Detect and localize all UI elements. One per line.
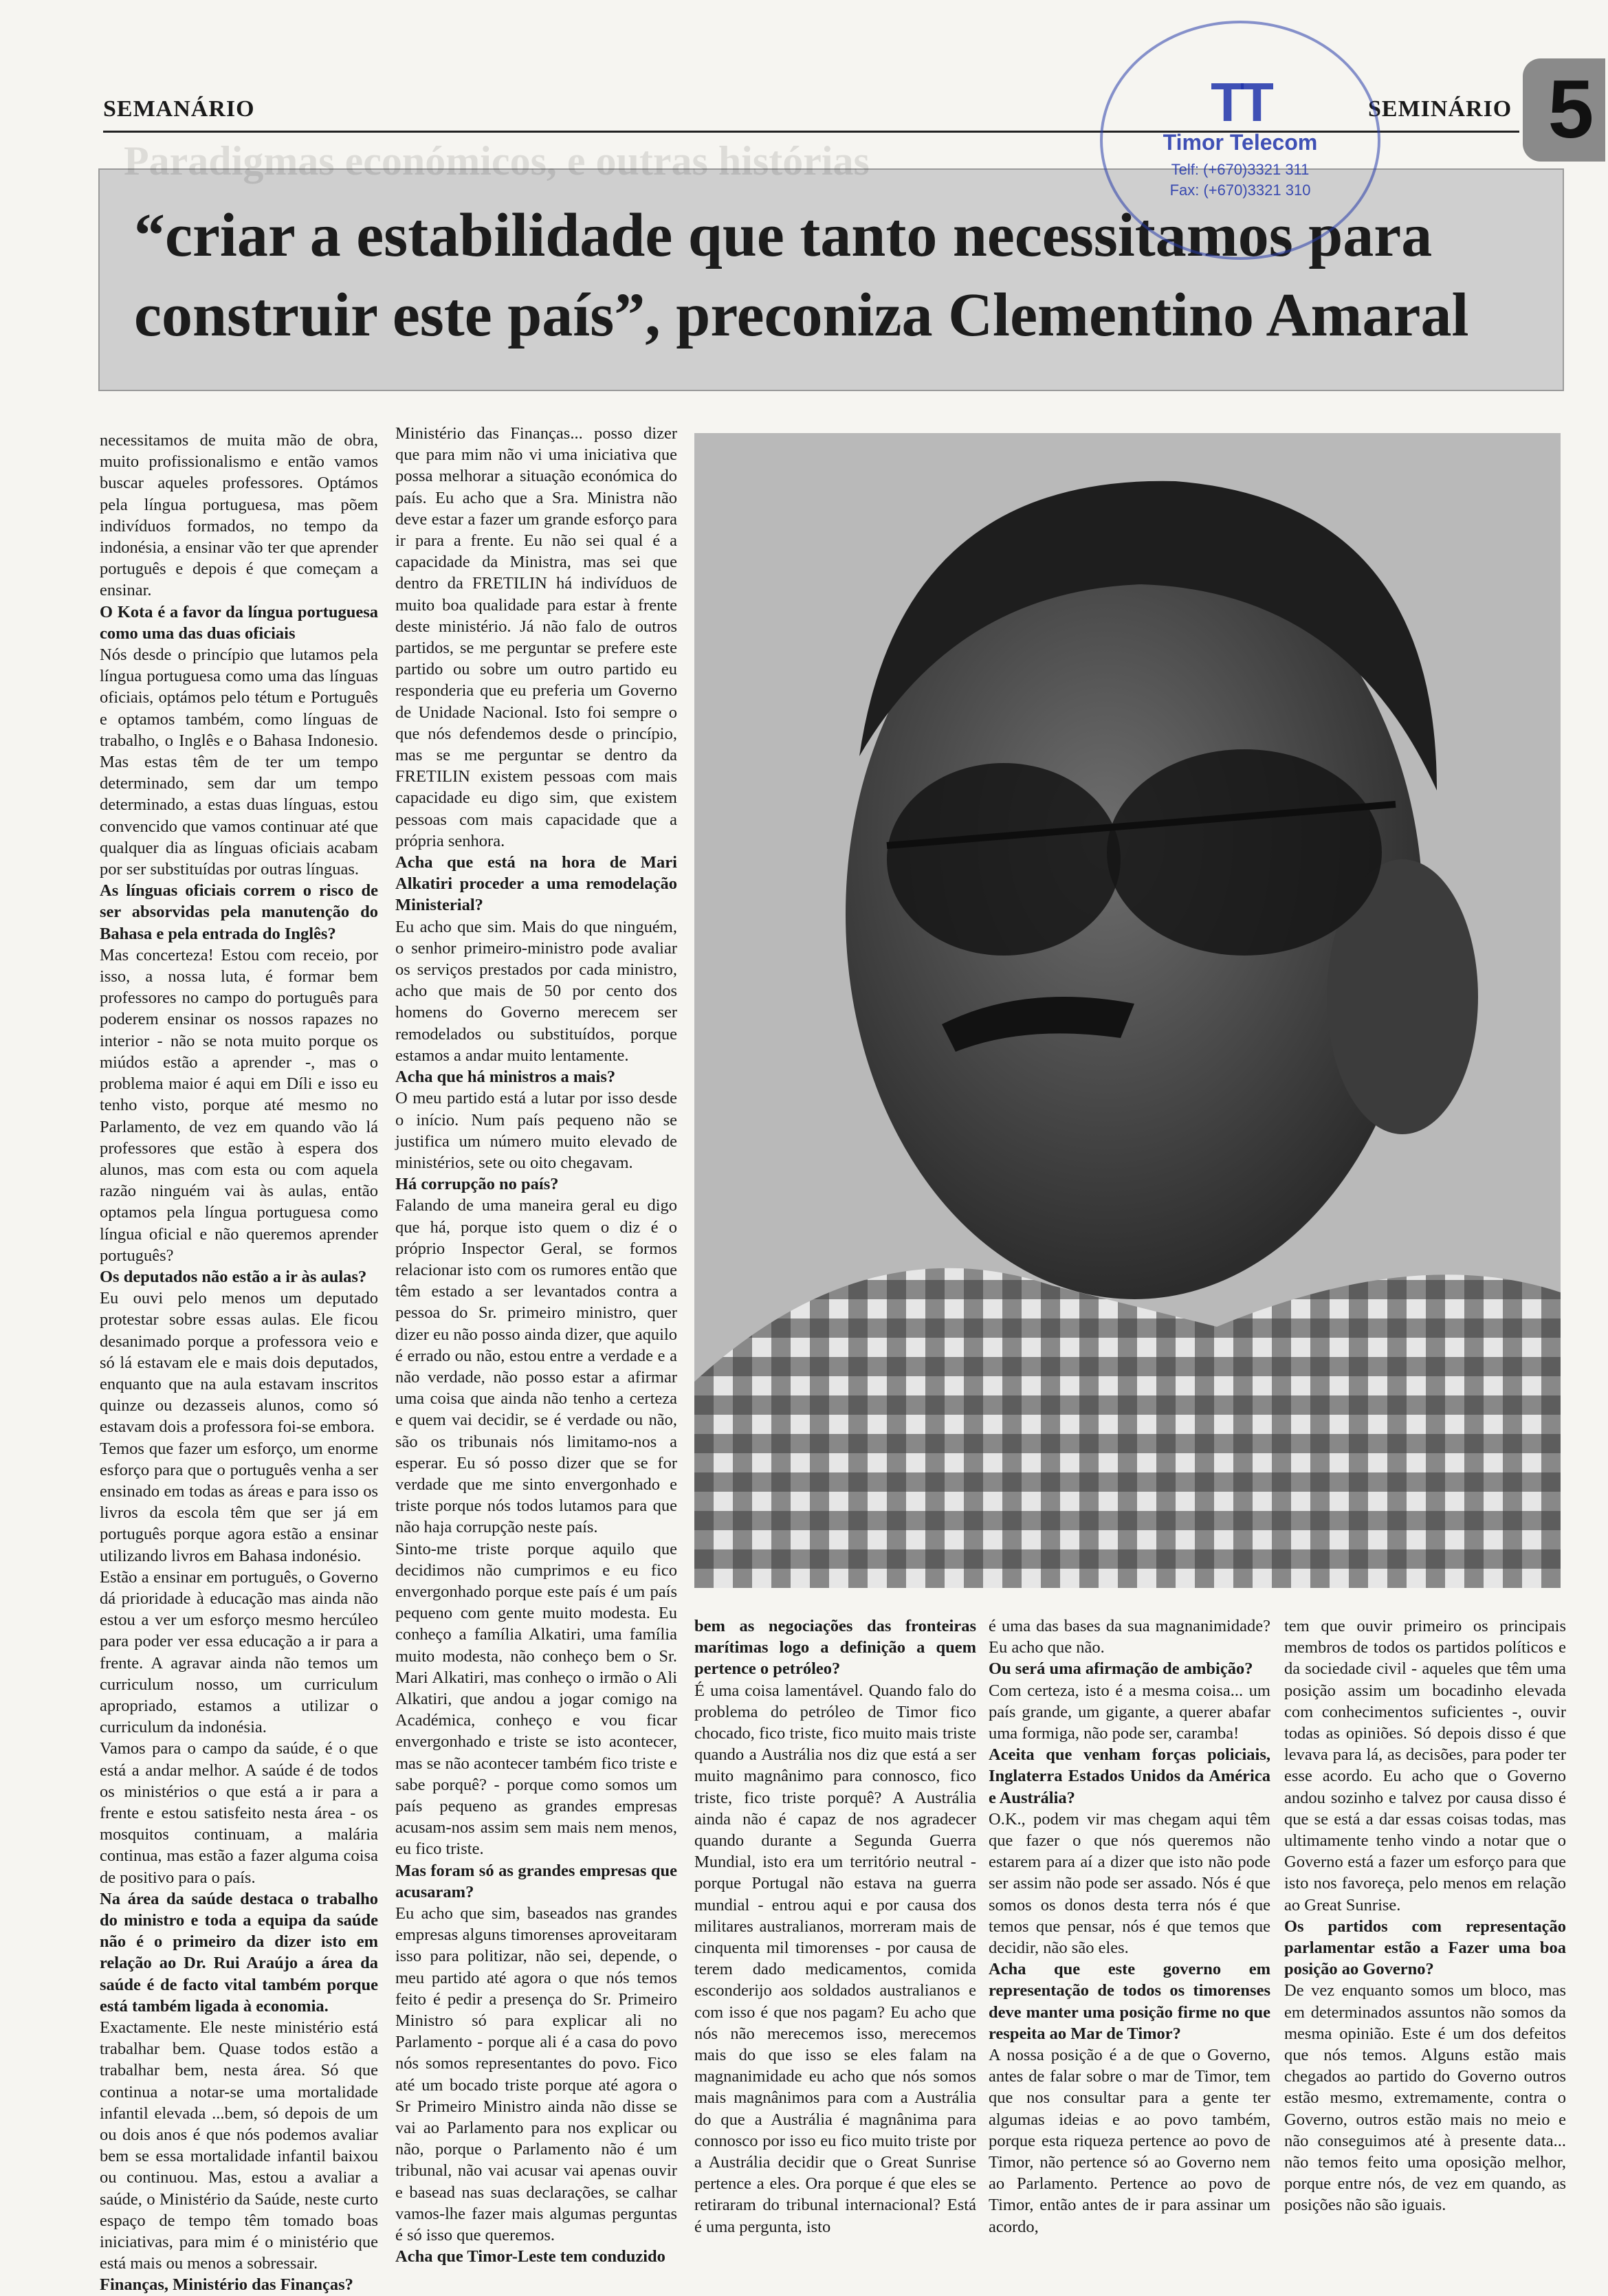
question-paragraph: Aceita que venham forças policiais, Inglaterra Estados Unidos da América e Austrália? bbox=[989, 1745, 1270, 1807]
article-column-2 bbox=[395, 423, 677, 2266]
question-paragraph: Acha que está na hora de Mari Alkatiri proceder a uma remodelação Ministerial? bbox=[395, 853, 677, 915]
question-paragraph: Há corrupção no país? bbox=[395, 1175, 559, 1194]
page-number: 5 bbox=[1548, 63, 1594, 155]
question-paragraph: Acha que este governo em representação de todos os timorenses deve manter uma posição firme no que respeita ao Mar de Timor? bbox=[989, 1960, 1270, 2043]
body-paragraph: Ministério das Finanças... posso dizer que para mim não vi uma iniciativa que possa melhorar a situação económica do país. Eu acho que a Sra. Ministra não deve estar a fazer um grande esforço para ir para a frente. Eu não sei qual é a capacidade da Ministra, mas sei que dentro da FRETILIN há indivíduos de muito boa qualidade para estar à frente deste ministério. Já não falo de outros partidos, se me perguntar se prefere este partido ou sobre um outro partido eu responderia que eu preferia um Governo de Unidade Nacional. Isto foi sempre o que nós defendemos desde o princípio, mas se me perguntar se dentro da FRETILIN existem pessoas com mais capacidade eu digo sim, que existem pessoas com mais capacidade que a própria senhora. bbox=[395, 424, 677, 850]
body-paragraph: É uma coisa lamentável. Quando falo do problema do petróleo de Timor fico chocado, fico triste, fico muito mais triste quando a Austrália nos diz que está a ser muito magnânimo para connosco, fico triste, fico triste porquê? A Austrália ainda não é capaz de nos agradecer quando durante a Segunda Guerra Mundial, isto era um território neutral - porque Portugal não estava na guerra mundial - entrou aqui e por causa dos militares australianos, morreram mais de cinquenta mil timorenses - por causa de terem dado medicamentos, comida esconderijo aos soldados australianos e com isso é que nos pagam? Eu acho que nós não merecemos isso, merecemos mais do que isso se eles falam na magnanimidade eu acho que nós somos mais magnânimos para com a Austrália do que a Austrália é magnânima para connosco por isso eu fico muito triste por a Austrália decidir que o Great Sunrise pertence a eles. Ora porque é que eles se retiraram do tribunal internacional? Está é uma pergunta, isto bbox=[694, 1681, 976, 2236]
article-column-1 bbox=[100, 430, 378, 2295]
body-paragraph: O.K., podem vir mas chegam aqui têm que fazer o que nós queremos não estarem para aí a dizer que isto não pode ser assim não pode ser assado. Nós é que somos os donos desta terra nós é que temos que pensar, nós é que temos que decidir, não são eles. bbox=[989, 1809, 1270, 1958]
stamp bbox=[1100, 21, 1380, 260]
stamp-fax: Fax: (+670)3321 310 bbox=[1169, 181, 1311, 199]
article-column-5 bbox=[1284, 1615, 1566, 2217]
section-label-right: SEMINÁRIO bbox=[1368, 96, 1512, 122]
body-paragraph: necessitamos de muita mão de obra, muito profissionalismo e então vamos buscar aqueles professores. Optámos pela língua portuguesa, mas põem indivíduos formados, no tempo da indonésia, a ensinar vão ter que aprender português e depois é que começam a ensinar. bbox=[100, 431, 378, 600]
question-paragraph: bem as negociações das fronteiras marítimas logo a definição a quem pertence o petróleo? bbox=[694, 1617, 976, 1679]
headline-ghost-text: Paradigmas económicos, e outras histórias bbox=[124, 138, 870, 184]
question-paragraph: Mas foram só as grandes empresas que acusaram? bbox=[395, 1861, 677, 1901]
question-paragraph: Acha que há ministros a mais? bbox=[395, 1068, 616, 1087]
body-paragraph: Com certeza, isto é a mesma coisa... um país grande, um gigante, a querer abafar uma formiga, não pode ser, caramba! bbox=[989, 1681, 1270, 1743]
body-paragraph: A nossa posição é a de que o Governo, antes de falar sobre o mar de Timor, tem que nos consultar para a gente ter algumas ideias e ao povo também, porque esta riqueza pertence ao povo de Timor, não pertence só ao Governo nem ao Parlamento. Pertence ao povo de Timor, então antes de ir para assinar um acordo, bbox=[989, 2046, 1270, 2236]
section-label-left: SEMANÁRIO bbox=[103, 96, 255, 122]
body-paragraph: Exactamente. Ele neste ministério está trabalhar bem. Quase todos estão a trabalhar bem, nesta área. Só que continua a notar-se uma mortalidade infantil elevada ...bem, só depois de um ou dois anos é que nós podemos avaliar bem se essa mortalidade infantil baixou ou continuou. Mas, estou a avaliar a saúde, o Ministério da Saúde, neste curto espaço de tempo têm tomado boas iniciativas, para mim é o ministério que está mais ou menos a sobressair. bbox=[100, 2018, 378, 2273]
stamp-logo-icon: TT bbox=[1211, 71, 1270, 133]
portrait-photo bbox=[694, 433, 1561, 1588]
question-paragraph: O Kota é a favor da língua portuguesa como uma das duas oficiais bbox=[100, 602, 378, 643]
question-paragraph: Finanças, Ministério das Finanças? bbox=[100, 2275, 353, 2295]
stamp-name: Timor Telecom bbox=[1163, 130, 1318, 155]
body-paragraph: tem que ouvir primeiro os principais membros de todos os partidos políticos e da sociedade civil - aqueles que têm uma posição assim um bocadinho elevada com conhecimentos suficientes -, ouvir todas as opiniões. Só depois disso é que levava para lá, as decisões, para poder ter esse acordo. Eu acho que o Governo andou sozinho e talvez por causa disso é que se está a dar essas coisas todas, mas ultimamente tenho vindo a notar que o Governo está a fazer um esforço para que isto nos favoreça, pelo menos em relação ao Great Sunrise. bbox=[1284, 1617, 1566, 1914]
body-paragraph: Temos que fazer um esforço, um enorme esforço para que o português venha a ser ensinado em todas as áreas e para isso os livros da escola têm que ser já em português porque agora estão a ensinar utilizando livros em Bahasa indonésio. bbox=[100, 1439, 378, 1565]
body-paragraph: Eu ouvi pelo menos um deputado protestar sobre essas aulas. Ele ficou desanimado porque a professora veio e só lá estavam ele e mais dois deputados, enquanto que na aula estavam inscritos quinze ou dezasseis alunos, como só estavam dois a professora foi-se embora. bbox=[100, 1289, 378, 1437]
body-paragraph: Eu acho que sim. Mais do que ninguém, o senhor primeiro-ministro pode avaliar os serviços prestados por cada ministro, acho que mais de 50 por cento dos homens do Governo merecem ser remodelados ou substituídos, porque estamos a andar muito lentamente. bbox=[395, 917, 677, 1065]
question-paragraph: Os deputados não estão a ir às aulas? bbox=[100, 1267, 367, 1286]
body-paragraph: Estão a ensinar em português, o Governo dá prioridade à educação mas ainda não estou a ver um esforço mesmo hercúleo para poder ver essa educação a ir para a frente. A agravar ainda não temos um curriculum nosso, um curriculum apropriado, estamos a utilizar o curriculum da indonésia. bbox=[100, 1567, 378, 1737]
body-paragraph: De vez enquanto somos um bloco, mas em determinados assuntos não somos da mesma opinião. Este é um dos defeitos que nós temos. Alguns estão mais chegados ao partido do Governo outros estão mesmo, extremamente, contra o Governo, outros estão mais no meio e não conseguimos até à presente data... não temos feito uma oposição melhor, porque entre nós, de vez em quando, as posições não são iguais. bbox=[1284, 1981, 1566, 2215]
article-column-3 bbox=[694, 1615, 976, 2236]
portrait-photo-icon bbox=[694, 433, 1561, 1588]
body-paragraph: Nós desde o princípio que lutamos pela língua portuguesa como uma das línguas oficiais, optámos pelo tétum e Português e optamos também, como línguas de trabalho, o Inglês e o Bahasa Indonesio. Mas estas têm de ter um tempo determinado, sem dar um tempo determinado, a estas duas línguas, estou convencido que vamos continuar até que qualquer dia as línguas oficiais acabam por ser substituídas por outras línguas. bbox=[100, 645, 378, 879]
question-paragraph: Os partidos com representação parlamentar estão a Fazer uma boa posição ao Governo? bbox=[1284, 1917, 1566, 1979]
body-paragraph: é uma das bases da sua magnanimidade? Eu acho que não. bbox=[989, 1617, 1270, 1657]
question-paragraph: Ou será uma afirmação de ambição? bbox=[989, 1659, 1253, 1679]
stamp-tel: Telf: (+670)3321 311 bbox=[1171, 161, 1310, 178]
body-paragraph: Eu acho que sim, baseados nas grandes empresas alguns timorenses aproveitaram isso para politizar, não sei, depende, o meu partido até agora o que nós temos feito é pedir a presença do Sr. Primeiro Ministro só para explicar ali no Parlamento - porque ali é a casa do povo nós somos representantes do povo. Fico até um bocado triste porque até agora o Sr Primeiro Ministro ainda não disse se vai ao Parlamento para nos explicar ou não, porque o Parlamento não é um tribunal, não vai acusar vai apenas ouvir e basead nas suas declarações, se calhar vamos-lhe fazer mais algumas perguntas é só isso que queremos. bbox=[395, 1904, 677, 2245]
body-paragraph: Mas concerteza! Estou com receio, por isso, a nossa luta, é formar bem professores no campo do português para poderem ensinar os nossos rapazes no interior - não se nota muito porque os miúdos estão a aprender -, mas o problema maior é aqui em Díli e isso eu tenho visto, porque até mesmo no Parlamento, de vez em quando vão lá professores que estão à espera dos alunos, mas com esta ou com aquela razão ninguém vai às aulas, então optamos pela língua portuguesa como língua oficial e não queremos aprender português? bbox=[100, 945, 378, 1265]
question-paragraph: Acha que Timor-Leste tem conduzido bbox=[395, 2247, 665, 2266]
body-paragraph: O meu partido está a lutar por isso desde o início. Num país pequeno não se justifica um número muito elevado de ministérios, sete ou oito chegavam. bbox=[395, 1089, 677, 1172]
headline: “criar a estabilidade que tanto necessitamos para construir este país”, preconiza Clementino Amaral bbox=[134, 201, 1469, 349]
body-paragraph: Falando de uma maneira geral eu digo que há, porque isto quem o diz é o próprio Inspector Geral, se formos relacionar isto com os rumores então que têm estado a ser levantados contra a pessoa do Sr. primeiro ministro, quer dizer eu não posso ainda dizer, que aquilo é errado ou não, estou entre a verdade e a não verdade, não posso estar a afirmar uma coisa que ainda não tenho a certeza e quem vai decidir, se é verdade ou não, são os tribunais nós limitamo-nos a esperar. Eu só posso dizer que se for verdade que me sinto envergonhado e triste porque nós todos lutamos para que não haja corrupção neste país. bbox=[395, 1196, 677, 1537]
body-paragraph: Vamos para o campo da saúde, é o que está a andar melhor. A saúde é de todos os ministérios o que está a ir para a frente e estou satisfeito nesta área - os mosquitos continuam, a malária continua, mas estão a fazer alguma coisa de positivo para o país. bbox=[100, 1739, 378, 1887]
question-paragraph: As línguas oficiais correm o risco de ser absorvidas pela manutenção do Bahasa e pela entrada do Inglês? bbox=[100, 881, 378, 943]
question-paragraph: Na área da saúde destaca o trabalho do ministro e toda a equipa da saúde não é o primeiro da dizer isto em relação ao Dr. Rui Araújo a área da saúde é de facto vital também porque está também ligada à economia. bbox=[100, 1889, 378, 2016]
body-paragraph: Sinto-me triste porque aquilo que decidimos não cumprimos e eu fico envergonhado porque este país é um país pequeno com gente muito modesta. Eu conheço a família Alkatiri, uma família muito modesta, não conheço bem o Sr. Mari Alkatiri, mas conheço o irmão o Ali Alkatiri, que andou a jogar comigo na Académica, conheço e vou ficar envergonhado e triste se isto acontecer, mas se não acontecer também fico triste e sabe porquê? - porque como somos um país pequeno as grandes empresas acusam-nos assim sem mais nem menos, eu fico triste. bbox=[395, 1539, 677, 1859]
article-column-4 bbox=[989, 1615, 1270, 2236]
